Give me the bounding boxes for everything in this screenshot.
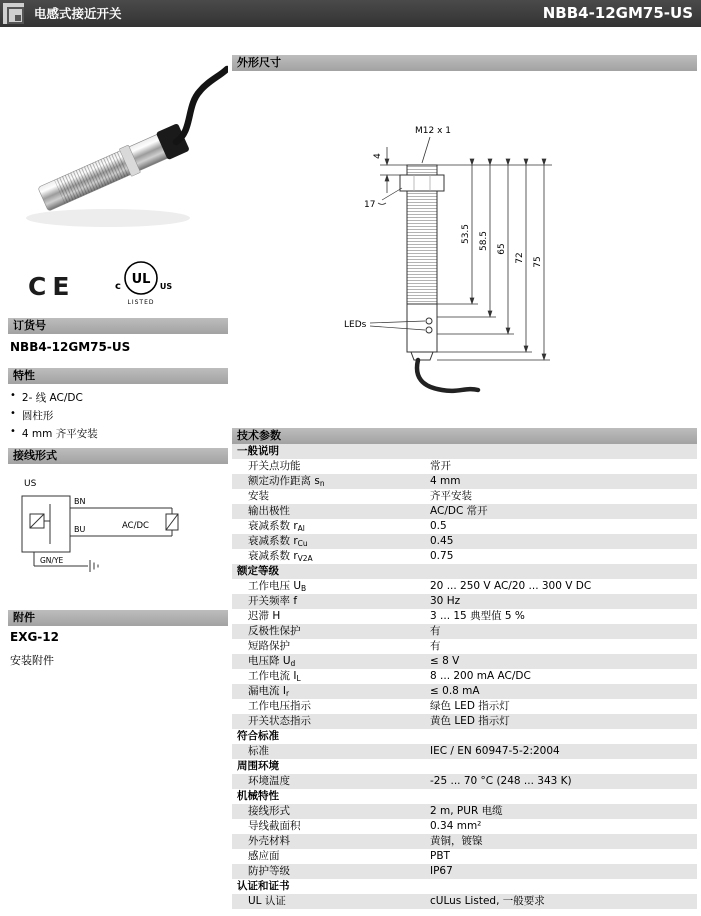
spec-label: 符合标准 — [237, 730, 279, 742]
spec-value: 20 ... 250 V AC/20 ... 300 V DC — [430, 580, 592, 592]
spec-row — [232, 804, 697, 819]
spec-label: 工作电流 $I_L$ — [248, 670, 301, 683]
thread-size-label: M12 x 1 — [415, 126, 451, 136]
spec-row — [232, 819, 697, 834]
spec-label: 短路保护 — [248, 640, 290, 652]
accessory-model: EXG-12 — [10, 630, 59, 644]
bullet-icon: • — [10, 408, 16, 419]
features-section-header: 特性 — [8, 368, 228, 384]
wiring-supply-label: US — [24, 479, 37, 489]
feature-label: 圆柱形 — [21, 410, 54, 422]
spec-group-row — [232, 789, 697, 804]
sensor-family-icon — [3, 3, 24, 24]
wiring-bu-label: BU — [74, 525, 86, 534]
spec-row — [232, 474, 697, 489]
spec-label: 标准 — [248, 745, 269, 757]
spec-label: 机械特性 — [237, 790, 279, 802]
spec-row — [232, 834, 697, 849]
spec-value: AC/DC 常开 — [430, 505, 488, 517]
spec-row — [232, 624, 697, 639]
spec-value: 有 — [430, 625, 441, 637]
spec-row — [232, 534, 697, 549]
spec-row — [232, 654, 697, 669]
spec-label: 开关状态指示 — [248, 715, 311, 727]
spec-value: cULus Listed, 一般要求 — [430, 895, 545, 907]
spec-row — [232, 639, 697, 654]
spec-label-subscript: L — [296, 674, 301, 683]
feature-label: 4 mm 齐平安装 — [21, 428, 98, 440]
spec-label: 感应面 — [248, 850, 280, 862]
spec-label-subscript: d — [290, 659, 296, 668]
wiring-acdc-label: AC/DC — [122, 521, 149, 531]
spec-row — [232, 684, 697, 699]
spec-label: 工作电压指示 — [248, 700, 311, 712]
spec-label: UL 认证 — [248, 895, 286, 907]
feature-label: 2- 线 AC/DC — [21, 392, 83, 404]
spec-value: 30 Hz — [430, 595, 461, 607]
spec-row — [232, 609, 697, 624]
spec-value: ≤ 8 V — [430, 655, 460, 667]
spec-value: IP67 — [430, 865, 453, 877]
spec-label: 开关点功能 — [248, 460, 301, 472]
spec-row — [232, 714, 697, 729]
spec-row — [232, 519, 697, 534]
spec-label-subscript: B — [301, 584, 307, 593]
bullet-icon: • — [10, 426, 16, 437]
spec-value: PBT — [430, 850, 450, 862]
leds-label: LEDs — [344, 320, 367, 330]
spec-label: 额定动作距离 $s_n$ — [248, 475, 325, 488]
dimensions-section-header: 外形尺寸 — [232, 55, 697, 71]
spec-label: 额定等级 — [237, 565, 279, 577]
product-name: NBB4-12GM75-US — [542, 4, 693, 22]
svg-text:UL: UL — [131, 272, 151, 287]
product-photo — [8, 36, 228, 264]
spec-value: 2 m, PUR 电缆 — [430, 805, 503, 817]
spec-label: 反极性保护 — [248, 625, 301, 637]
dim-53-5-label: 53.5 — [461, 223, 471, 245]
spec-label: 安装 — [248, 490, 269, 502]
spec-label: 工作电压 $U_B$ — [248, 580, 307, 593]
spec-label: 周围环境 — [237, 760, 279, 772]
spec-label: 认证和证书 — [237, 880, 290, 892]
spec-row — [232, 579, 697, 594]
spec-value: 黄铜，镀镍 — [430, 835, 483, 847]
spec-label-subscript: r — [285, 689, 290, 698]
spec-label-subscript: Al — [297, 524, 305, 533]
order-section-header: 订货号 — [8, 318, 228, 334]
spec-label-subscript: n — [319, 479, 325, 488]
spec-label: 接线形式 — [248, 805, 290, 817]
dim-4-label: 4 — [373, 153, 383, 159]
spec-section-header: 技术参数 — [232, 428, 697, 444]
svg-text:US: US — [159, 282, 173, 291]
bullet-icon: • — [10, 390, 16, 401]
spec-row — [232, 594, 697, 609]
accessories-section-header: 附件 — [8, 610, 228, 626]
accessory-description: 安装附件 — [10, 654, 54, 667]
spec-row — [232, 459, 697, 474]
connection-section-header: 接线形式 — [8, 448, 228, 464]
dim-58-5-label: 58.5 — [479, 230, 489, 252]
spec-label: 开关频率 f — [248, 595, 298, 607]
ce-mark: CE — [28, 272, 76, 301]
spec-label: 电压降 $U_d$ — [248, 655, 296, 668]
spec-label: 环境温度 — [248, 775, 290, 787]
spec-value: 0.34 mm² — [430, 820, 482, 832]
spec-label: 防护等级 — [248, 865, 290, 877]
spec-value: 绿色 LED 指示灯 — [430, 700, 510, 712]
feature-item — [10, 390, 220, 405]
spec-row — [232, 894, 697, 909]
spec-group-row — [232, 879, 697, 894]
spec-label: 漏电流 $I_r$ — [248, 685, 290, 698]
svg-text:c: c — [115, 281, 121, 292]
spec-value: 有 — [430, 640, 441, 652]
spec-value: -25 ... 70 °C (248 ... 343 K) — [430, 775, 572, 787]
spec-row — [232, 774, 697, 789]
dim-72-label: 72 — [515, 252, 525, 264]
spec-label: 衰减系数 $r_{V2A}$ — [248, 550, 313, 563]
spec-group-row — [232, 759, 697, 774]
spec-label: 一般说明 — [237, 445, 279, 457]
spec-value: 3 ... 15 典型值 5 % — [430, 610, 525, 622]
spec-value: 0.75 — [430, 550, 454, 562]
spec-row — [232, 849, 697, 864]
spec-value: 0.45 — [430, 535, 454, 547]
spec-label: 输出极性 — [248, 505, 290, 517]
dim-17-label: 17 — [364, 200, 376, 210]
order-number: NBB4-12GM75-US — [10, 340, 131, 354]
spec-label: 衰减系数 $r_{Al}$ — [248, 520, 305, 533]
wiring-diagram — [14, 470, 209, 595]
feature-item — [10, 408, 220, 423]
spec-label: 外壳材料 — [248, 835, 290, 847]
spec-row — [232, 669, 697, 684]
spec-row — [232, 699, 697, 714]
spec-label-subscript: V2A — [297, 554, 313, 563]
cul-us-mark — [108, 258, 180, 308]
spec-row — [232, 744, 697, 759]
wiring-bn-label: BN — [74, 497, 86, 506]
spec-row — [232, 864, 697, 879]
dim-75-label: 75 — [533, 256, 543, 268]
svg-text:LISTED: LISTED — [127, 299, 155, 306]
spec-group-row — [232, 729, 697, 744]
doc-title: 电感式接近开关 — [34, 6, 122, 21]
spec-label: 迟滞 H — [248, 610, 281, 622]
feature-item — [10, 426, 220, 441]
spec-value: IEC / EN 60947-5-2:2004 — [430, 745, 560, 757]
dimension-drawing — [232, 75, 697, 420]
spec-value: 0.5 — [430, 520, 447, 532]
cable — [176, 69, 227, 142]
header-bar — [0, 0, 701, 27]
spec-row — [232, 549, 697, 564]
spec-table — [232, 444, 697, 909]
spec-value: 8 ... 200 mA AC/DC — [430, 670, 531, 682]
spec-row — [232, 489, 697, 504]
spec-label: 衰减系数 $r_{Cu}$ — [248, 535, 308, 548]
spec-value: 常开 — [430, 460, 451, 472]
spec-value: 4 mm — [430, 475, 461, 487]
dim-65-label: 65 — [497, 243, 507, 255]
spec-value: 齐平安装 — [430, 490, 472, 502]
spec-group-row — [232, 444, 697, 459]
spec-value: ≤ 0.8 mA — [430, 685, 480, 697]
spec-value: 黄色 LED 指示灯 — [430, 715, 510, 727]
wiring-gnye-label: GN/YE — [40, 556, 64, 565]
spec-label: 导线截面积 — [248, 820, 301, 832]
spec-row — [232, 504, 697, 519]
spec-group-row — [232, 564, 697, 579]
spec-label-subscript: Cu — [297, 539, 308, 548]
